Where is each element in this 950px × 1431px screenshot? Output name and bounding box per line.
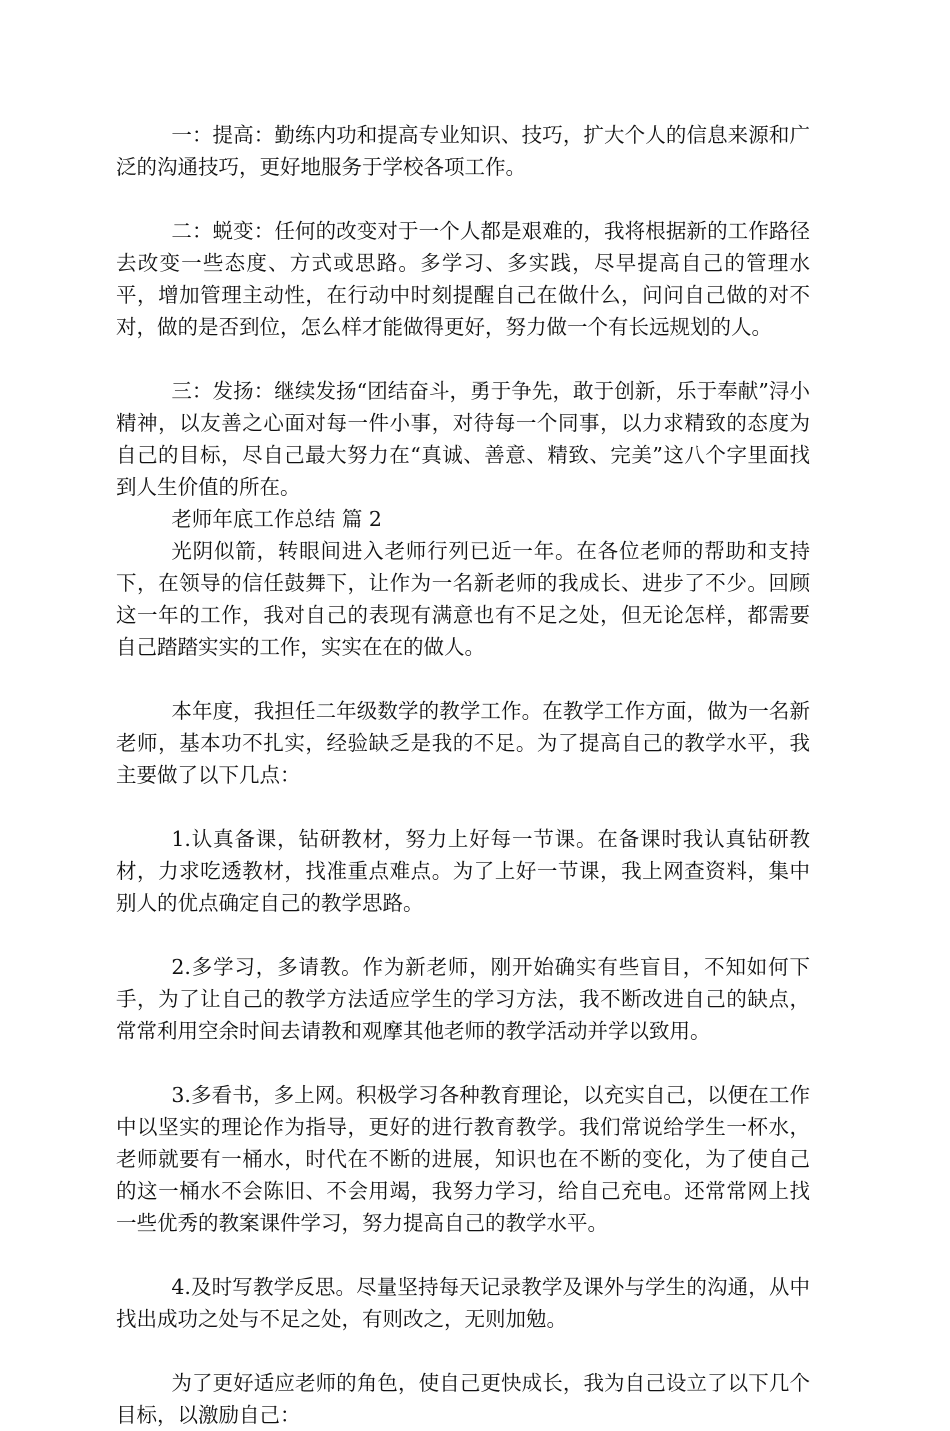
paragraph-improve: 一：提高：勤练内功和提高专业知识、技巧，扩大个人的信息来源和广泛的沟通技巧，更好地服务于学校各项工作。 xyxy=(116,123,810,179)
paragraph-point-3: 3.多看书，多上网。积极学习各种教育理论，以充实自己，以便在工作中以坚实的理论作为指导，更好的进行教育教学。我们常说给学生一杯水，老师就要有一桶水，时代在不断的进展，知识也在不断的变化，为了使自己的这一桶水不会陈旧、不会用竭，我努力学习，给自己充电。还常常网上找一些优秀的教案课件学习，努力提高自己的教学水平。 xyxy=(116,1083,810,1235)
section-heading: 老师年底工作总结 篇 2 xyxy=(171,507,382,531)
paragraph-point-2: 2.多学习，多请教。作为新老师，刚开始确实有些盲目，不知如何下手，为了让自己的教学方法适应学生的学习方法，我不断改进自己的缺点，常常利用空余时间去请教和观摩其他老师的教学活动并学以致用。 xyxy=(116,955,810,1043)
paragraph-transform: 二：蜕变：任何的改变对于一个人都是艰难的，我将根据新的工作路径去改变一些态度、方式或思路。多学习、多实践，尽早提高自己的管理水平，增加管理主动性，在行动中时刻提醒自己在做什么，问问自己做的对不对，做的是否到位，怎么样才能做得更好，努力做一个有长远规划的人。 xyxy=(116,219,810,339)
paragraph-intro: 光阴似箭，转眼间进入老师行列已近一年。在各位老师的帮助和支持下，在领导的信任鼓舞下，让作为一名新老师的我成长、进步了不少。回顾这一年的工作，我对自己的表现有满意也有不足之处，但无论怎样，都需要自己踏踏实实的工作，实实在在的做人。 xyxy=(116,539,810,659)
paragraph-point-4: 4.及时写教学反思。尽量坚持每天记录教学及课外与学生的沟通，从中找出成功之处与不足之处，有则改之，无则加勉。 xyxy=(116,1275,810,1331)
paragraph-teaching-role: 本年度，我担任二年级数学的教学工作。在教学工作方面，做为一名新老师，基本功不扎实，经验缺乏是我的不足。为了提高自己的教学水平，我主要做了以下几点： xyxy=(116,699,810,787)
paragraph-carry-forward: 三：发扬：继续发扬“团结奋斗，勇于争先，敢于创新，乐于奉献”浔小精神，以友善之心面对每一件小事，对待每一个同事，以力求精致的态度为自己的目标，尽自己最大努力在“真诚、善意、精致、完美”这八个字里面找到人生价值的所在。 xyxy=(116,379,810,499)
paragraph-point-1: 1.认真备课，钻研教材，努力上好每一节课。在备课时我认真钻研教材，力求吃透教材，找准重点难点。为了上好一节课，我上网查资料，集中别人的优点确定自己的教学思路。 xyxy=(116,827,810,915)
paragraph-goals: 为了更好适应老师的角色，使自己更快成长，我为自己设立了以下几个目标，以激励自己： xyxy=(116,1371,810,1427)
